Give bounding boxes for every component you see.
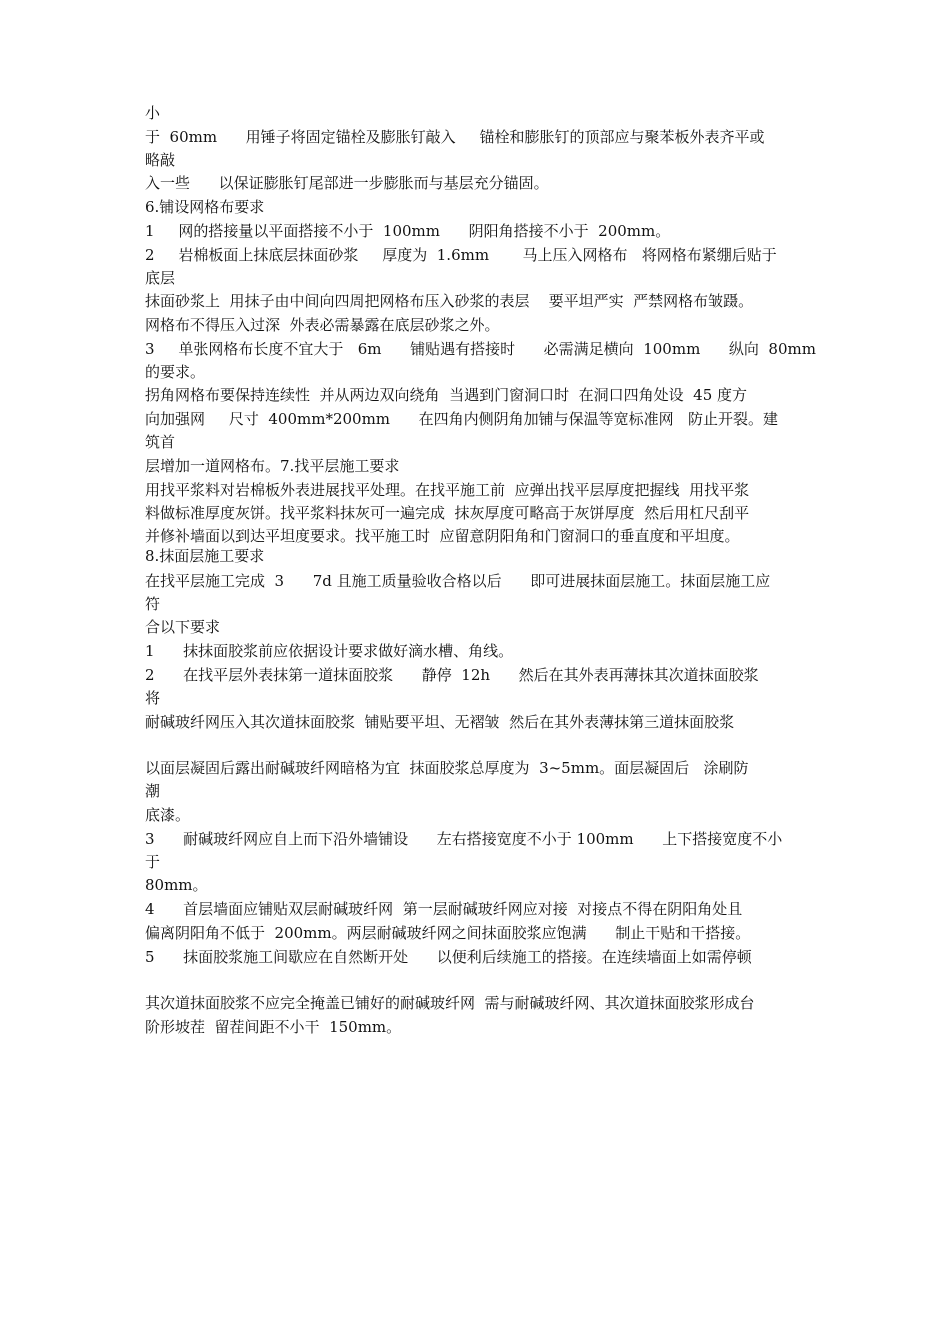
text-line: 5 抹面胶浆施工间歇应在自然断开处 以便利后续施工的搭接。在连续墙面上如需停顿 (145, 948, 752, 966)
text-line: 略敲 (145, 151, 176, 169)
text-line: 耐碱玻纤网压入其次道抹面胶浆 铺贴要平坦、无褶皱 然后在其外表薄抹第三道抹面胶浆 (145, 713, 735, 731)
text-line: 1 网的搭接量以平面搭接不小于 100mm 阴阳角搭接不小于 200mm。 (145, 222, 671, 240)
text-line: 拐角网格布要保持连续性 并从两边双向绕角 当遇到门窗洞口时 在洞口四角处设 45 度方 (145, 386, 748, 404)
text-line: 1 抹抹面胶浆前应依据设计要求做好滴水槽、角线。 (145, 642, 514, 660)
text-line: 网格布不得压入过深 外表必需暴露在底层砂浆之外。 (145, 316, 500, 334)
text-line: 以面层凝固后露出耐碱玻纤网暗格为宜 抹面胶浆总厚度为 3~5mm。面层凝固后 涂刷防 (145, 759, 749, 777)
text-line: 合以下要求 (145, 618, 221, 636)
text-line: 3 耐碱玻纤网应自上而下沿外墙铺设 左右搭接宽度不小于 100mm 上下搭接宽度不小 (145, 830, 783, 848)
text-line: 用找平浆料对岩棉板外表进展找平处理。在找平施工前 应弹出找平层厚度把握线 用找平浆 (145, 481, 750, 499)
text-line: 4 首层墙面应铺贴双层耐碱玻纤网 第一层耐碱玻纤网应对接 对接点不得在阴阳角处且 (145, 900, 743, 918)
text-line: 2 在找平层外表抹第一道抹面胶浆 静停 12h 然后在其外表再薄抹其次道抹面胶浆 (145, 666, 759, 684)
text-line: 符 (145, 595, 161, 613)
text-line: 抹面砂浆上 用抹子由中间向四周把网格布压入砂浆的表层 要平坦严实 严禁网格布皱蹑。 (145, 292, 754, 310)
text-line: 于 (145, 853, 161, 871)
text-line: 入一些 以保证膨胀钉尾部进一步膨胀而与基层充分锚固。 (145, 174, 549, 192)
text-line: 2 岩棉板面上抹底层抹面砂浆 厚度为 1.6mm 马上压入网格布 将网格布紧绷后贴于 (145, 246, 777, 264)
text-line: 筑首 (145, 433, 176, 451)
section-heading: 6.铺设网格布要求 (145, 198, 265, 216)
text-line: 阶形坡茬 留茬间距不小干 150mm。 (145, 1018, 402, 1036)
text-line: 向加强网 尺寸 400mm*200mm 在四角内侧阴角加铺与保温等宽标准网 防止开裂。建 (145, 410, 778, 428)
text-line: 将 (145, 689, 161, 707)
text-line: 底漆。 (145, 806, 191, 824)
text-line: 3 单张网格布长度不宜大于 6m 铺贴遇有搭接时 必需满足横向 100mm 纵向 80mm (145, 340, 816, 358)
text-line: 偏离阴阳角不低于 200mm。两层耐碱玻纤网之间抹面胶浆应饱满 制止干贴和干搭接。 (145, 924, 751, 942)
text-line: 于 60mm 用锤子将固定锚栓及膨胀钉敲入 锚栓和膨胀钉的顶部应与聚苯板外表齐平或 (145, 128, 765, 146)
text-line: 并修补墙面以到达平坦度要求。找平施工时 应留意阴阳角和门窗洞口的垂直度和平坦度。 (145, 527, 740, 545)
text-line: 的要求。 (145, 363, 206, 381)
section-heading: 8.抹面层施工要求 (145, 547, 265, 565)
text-line: 底层 (145, 269, 176, 287)
text-line: 其次道抹面胶浆不应完全掩盖已铺好的耐碱玻纤网 需与耐碱玻纤网、其次道抹面胶浆形成台 (145, 994, 755, 1012)
text-line: 80mm。 (145, 876, 208, 894)
text-line: 料做标准厚度灰饼。找平浆料抹灰可一遍完成 抹灰厚度可略高于灰饼厚度 然后用杠尺刮平 (145, 504, 750, 522)
text-line: 在找平层施工完成 3 7d 且施工质量验收合格以后 即可进展抹面层施工。抹面层施工应 (145, 572, 771, 590)
text-line: 小 (145, 104, 161, 122)
text-line: 潮 (145, 782, 161, 800)
text-line: 层增加一道网格布。7.找平层施工要求 (145, 457, 400, 475)
